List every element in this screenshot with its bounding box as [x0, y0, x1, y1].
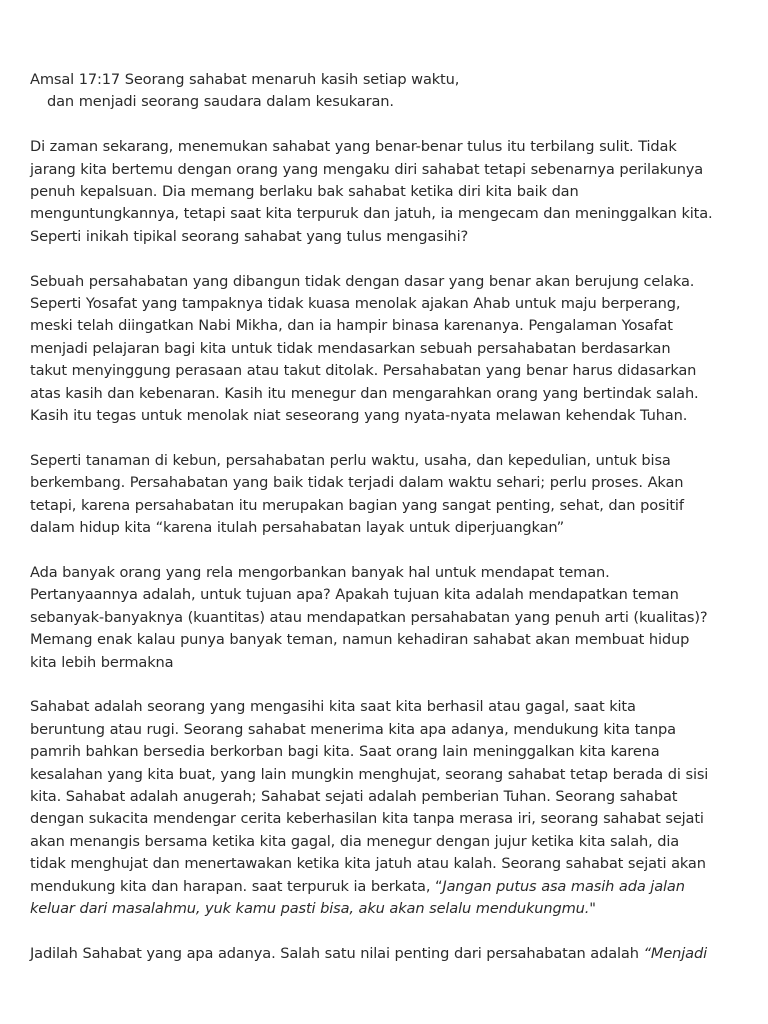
text-line — [30, 943, 748, 965]
text-segment: Amsal 17:17 Seorang sahabat menaruh kasih setiap waktu, — [30, 71, 460, 88]
text-segment: Seperti tanaman di kebun, persahabatan perlu waktu, usaha, dan kepedulian, untuk bisa — [30, 451, 671, 469]
text-segment: dan menjadi seorang saudara dalam kesukaran. — [47, 93, 394, 111]
text-segment: berkembang. Persahabatan yang baik tidak terjadi dalam waktu sehari; perlu proses. Akan — [30, 474, 684, 492]
paragraph — [30, 69, 748, 114]
text-segment: beruntung atau rugi. Seorang sahabat menerima kita apa adanya, mendukung kita tanpa — [30, 720, 676, 738]
text-line — [30, 181, 748, 203]
paragraph — [30, 562, 748, 674]
text-segment: dalam hidup kita “karena itulah persahabatan layak untuk diperjuangkan” — [30, 519, 565, 537]
text-line — [30, 226, 748, 248]
text-segment: Kasih itu tegas untuk menolak niat seseorang yang nyata-nyata melawan kehendak Tuhan. — [30, 407, 688, 425]
text-line — [30, 450, 748, 472]
text-segment: Sahabat adalah seorang yang mengasihi kita saat kita berhasil atau gagal, saat kita — [30, 698, 636, 716]
text-line — [30, 136, 748, 158]
text-line — [30, 315, 748, 337]
text-line — [30, 338, 748, 360]
text-segment: akan menangis bersama ketika kita gagal, dia menegur dengan jujur ketika kita salah, dia — [30, 832, 680, 850]
text-line — [30, 898, 748, 920]
text-line — [30, 271, 748, 293]
text-line — [30, 69, 748, 91]
text-segment: menjadi pelajaran bagi kita untuk tidak mendasarkan sebuah persahabatan berdasarkan — [30, 339, 671, 357]
text-segment: menguntungkannya, tetapi saat kita terpuruk dan jatuh, ia mengecam dan meninggalkan kita. — [30, 205, 713, 223]
italic-text: keluar dari masalahmu, yuk kamu pasti bisa, aku akan selalu mendukungmu. — [30, 899, 590, 917]
text-line — [30, 495, 748, 517]
text-segment: mendukung kita dan harapan. saat terpuruk ia berkata, “ — [30, 877, 443, 895]
text-line — [30, 719, 748, 741]
text-segment: " — [589, 899, 596, 917]
text-line — [30, 831, 748, 853]
text-segment: kesalahan yang kita buat, yang lain mungkin menghujat, seorang sahabat tetap berada di sisi — [30, 765, 709, 783]
italic-text: “Menjadi — [643, 944, 707, 962]
text-line — [30, 203, 748, 225]
paragraph — [30, 450, 748, 540]
text-segment: Seperti inikah tipikal seorang sahabat yang tulus mengasihi? — [30, 227, 469, 245]
italic-text: Jangan putus asa masih ada jalan — [442, 877, 685, 895]
text-line — [30, 607, 748, 629]
text-segment: tetapi, karena persahabatan itu merupakan bagian yang sangat penting, sehat, dan positif — [30, 496, 684, 514]
text-segment: Di zaman sekarang, menemukan sahabat yang benar-benar tulus itu terbilang sulit. Tidak — [30, 138, 677, 156]
text-line — [30, 159, 748, 181]
paragraph — [30, 943, 748, 965]
text-line — [30, 808, 748, 830]
text-segment: atas kasih dan kebenaran. Kasih itu menegur dan mengarahkan orang yang bertindak salah. — [30, 384, 699, 402]
text-line — [30, 696, 748, 718]
paragraph — [30, 271, 748, 428]
text-segment: penuh kepalsuan. Dia memang berlaku bak sahabat ketika diri kita baik dan — [30, 183, 579, 201]
text-segment: Ada banyak orang yang rela mengorbankan banyak hal untuk mendapat teman. — [30, 563, 610, 581]
text-line — [30, 786, 748, 808]
paragraph — [30, 136, 748, 248]
text-line — [30, 652, 748, 674]
text-segment: pamrih bahkan bersedia berkorban bagi kita. Saat orang lain meninggalkan kita karena — [30, 743, 660, 761]
text-line — [30, 405, 748, 427]
text-segment: sebanyak-banyaknya (kuantitas) atau mendapatkan persahabatan yang penuh arti (kualitas)? — [30, 608, 708, 626]
text-segment: jarang kita bertemu dengan orang yang mengaku diri sahabat tetapi sebenarnya perilakunya — [30, 160, 704, 178]
paragraph — [30, 696, 748, 920]
text-line — [30, 472, 748, 494]
text-segment: kita lebih bermakna — [30, 653, 174, 671]
text-segment: Jadilah Sahabat yang apa adanya. Salah satu nilai penting dari persahabatan adalah — [30, 944, 644, 962]
text-segment: kita. Sahabat adalah anugerah; Sahabat sejati adalah pemberian Tuhan. Seorang sahabat — [30, 787, 678, 805]
text-line — [30, 562, 748, 584]
text-segment: Memang enak kalau punya banyak teman, namun kehadiran sahabat akan membuat hidup — [30, 631, 690, 649]
text-segment: Pertanyaannya adalah, untuk tujuan apa? Apakah tujuan kita adalah mendapatkan teman — [30, 586, 679, 604]
text-segment: Sebuah persahabatan yang dibangun tidak dengan dasar yang benar akan berujung celaka. — [30, 272, 695, 290]
text-line — [30, 764, 748, 786]
text-segment: tidak menghujat dan menertawakan ketika kita jatuh atau kalah. Seorang sahabat sejati akan — [30, 855, 706, 873]
text-line — [30, 517, 748, 539]
text-line — [30, 91, 748, 113]
text-line — [30, 584, 748, 606]
text-line — [30, 853, 748, 875]
text-segment: takut menyinggung perasaan atau takut ditolak. Persahabatan yang benar harus didasarkan — [30, 362, 697, 380]
text-line — [30, 876, 748, 898]
text-line — [30, 629, 748, 651]
text-segment: Seperti Yosafat yang tampaknya tidak kuasa menolak ajakan Ahab untuk maju berperang, — [30, 295, 681, 313]
text-line — [30, 383, 748, 405]
text-segment: dengan sukacita mendengar cerita keberhasilan kita tanpa merasa iri, seorang sahabat sejati — [30, 810, 704, 828]
text-line — [30, 741, 748, 763]
text-segment: meski telah diingatkan Nabi Mikha, dan ia hampir binasa karenanya. Pengalaman Yosafat — [30, 317, 673, 335]
text-line — [30, 360, 748, 382]
text-line — [30, 293, 748, 315]
